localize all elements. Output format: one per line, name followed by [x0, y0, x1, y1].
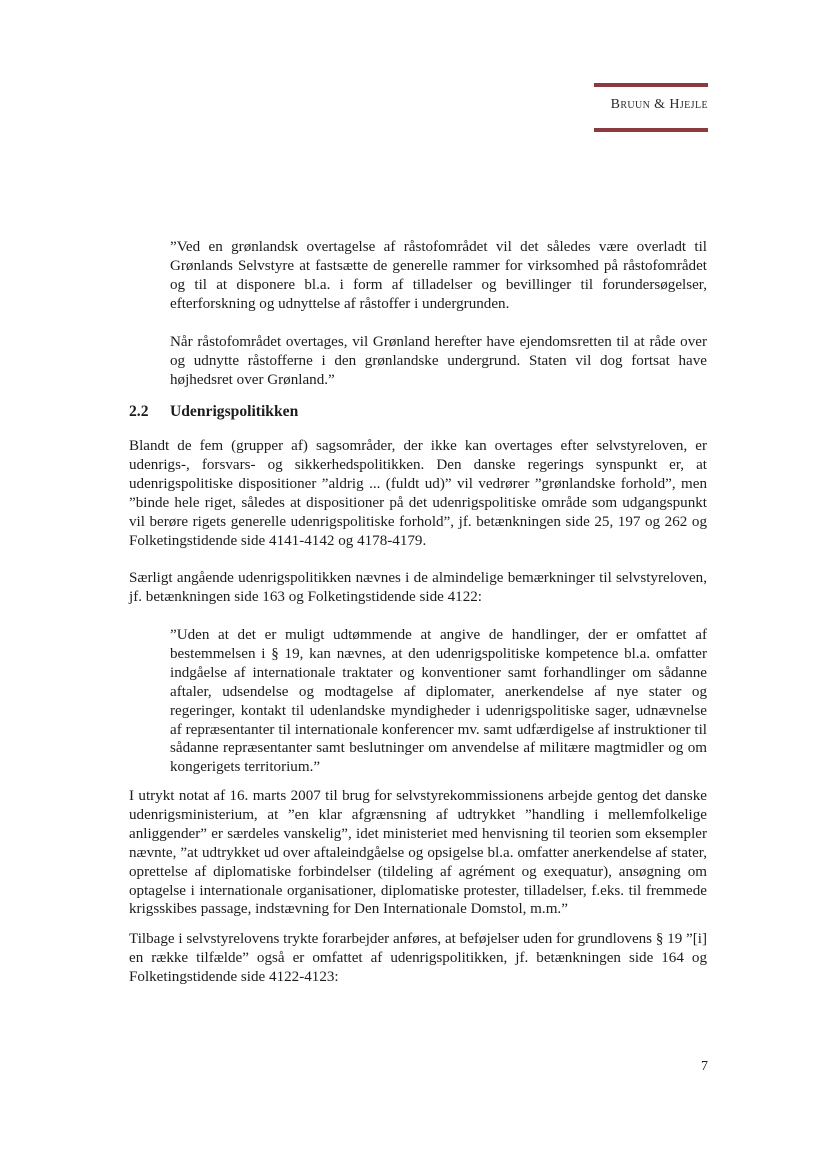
block-quote: ”Uden at det er muligt udtømmende at angive de handlinger, der er omfattet af bestemmelsen i § 19, kan nævnes, at den udenrigspolitiske kompetence bl.a. omfatter indgåelse af internationale traktater og konventioner samt forhandlinger om sådanne aftaler, udsendelse og modtagelse af diplomater, anerkendelse af nye stater og regeringer, kontakt til udenlandske myndigheder i udenrigspolitiske sager, udnævnelse af repræsentanter til internationale konferencer mv. samt udfærdigelse af instruktioner til sådanne repræsentanter samt beslutninger om anvendelse af militære magtmidler og om kongerigets territorium.” — [170, 627, 707, 776]
page-number: 7 — [701, 1059, 708, 1074]
header-rule-bottom — [594, 128, 708, 132]
section-number: 2.2 — [129, 403, 149, 420]
quote-paragraph-1: ”Ved en grønlandsk overtagelse af råstofområdet vil det således være overladt til Grønlands Selvstyre at fastsætte de generelle rammer for virksomhed på råstofområdet og til at disponere bl.a. i form af tilladelser og bevillinger til forundersøgelser, efterforskning og udnyttelse af råstoffer i undergrunden. — [170, 239, 707, 312]
section-heading — [129, 402, 298, 422]
body-paragraph-3: I utrykt notat af 16. marts 2007 til brug for selvstyrekommissionens arbejde gentog det danske udenrigsministerium, at ”en klar afgrænsning af udtrykket ”handling i mellemfolkelige anliggender” er særdeles vanskelig”, idet ministeriet med henvisning til teorien som eksempler nævnte, ”at udtrykket ud over aftaleindgåelse og opsigelse bl.a. omfatter anerkendelse af stater, oprettelse af diplomatiske forbindelser (tildeling af agrément og exequatur), ansøgning om optagelse i internationale organisationer, diplomatiske protester, tilladelser, f.eks. til fremmede krigsskibes passage, indstævning for Den Internationale Domstol, m.m.” — [129, 788, 707, 918]
quote-paragraph-2: Når råstofområdet overtages, vil Grønland herefter have ejendomsretten til at råde over og udnytte råstofferne i den grønlandske undergrund. Staten vil dog fortsat have højhedsret over Grønland.” — [170, 334, 707, 388]
header-rule-top — [594, 83, 708, 87]
section-title: Udenrigspolitikken — [170, 403, 299, 420]
firm-name: Bruun & Hjejle — [610, 97, 708, 112]
body-paragraph-1: Blandt de fem (grupper af) sagsområder, der ikke kan overtages efter selvstyreloven, er udenrigs-, forsvars- og sikkerhedspolitikken. Den danske regerings synspunkt er, at udenrigspolitiske dispositioner ”aldrig ... (fuldt ud)” vil vedrører ”grønlandske forhold”, men ”binde hele riget, således at dispositioner på det udenrigspolitiske område som udgangspunkt vil berøre rigets generelle udenrigspolitiske forhold”, jf. betænkningen side 25, 197 og 262 og Folketingstidende side 4141-4142 og 4178-4179. — [129, 438, 707, 549]
body-paragraph-4: Tilbage i selvstyrelovens trykte forarbejder anføres, at beføjelser uden for grundlovens § 19 ”[i] en række tilfælde” også er omfattet af udenrigspolitikken, jf. betænkningen side 164 og Folketingstidende side 4122-4123: — [129, 931, 707, 985]
body-paragraph-2: Særligt angående udenrigspolitikken nævnes i de almindelige bemærkninger til selvstyreloven, jf. betænkningen side 163 og Folketingstidende side 4122: — [129, 570, 707, 605]
